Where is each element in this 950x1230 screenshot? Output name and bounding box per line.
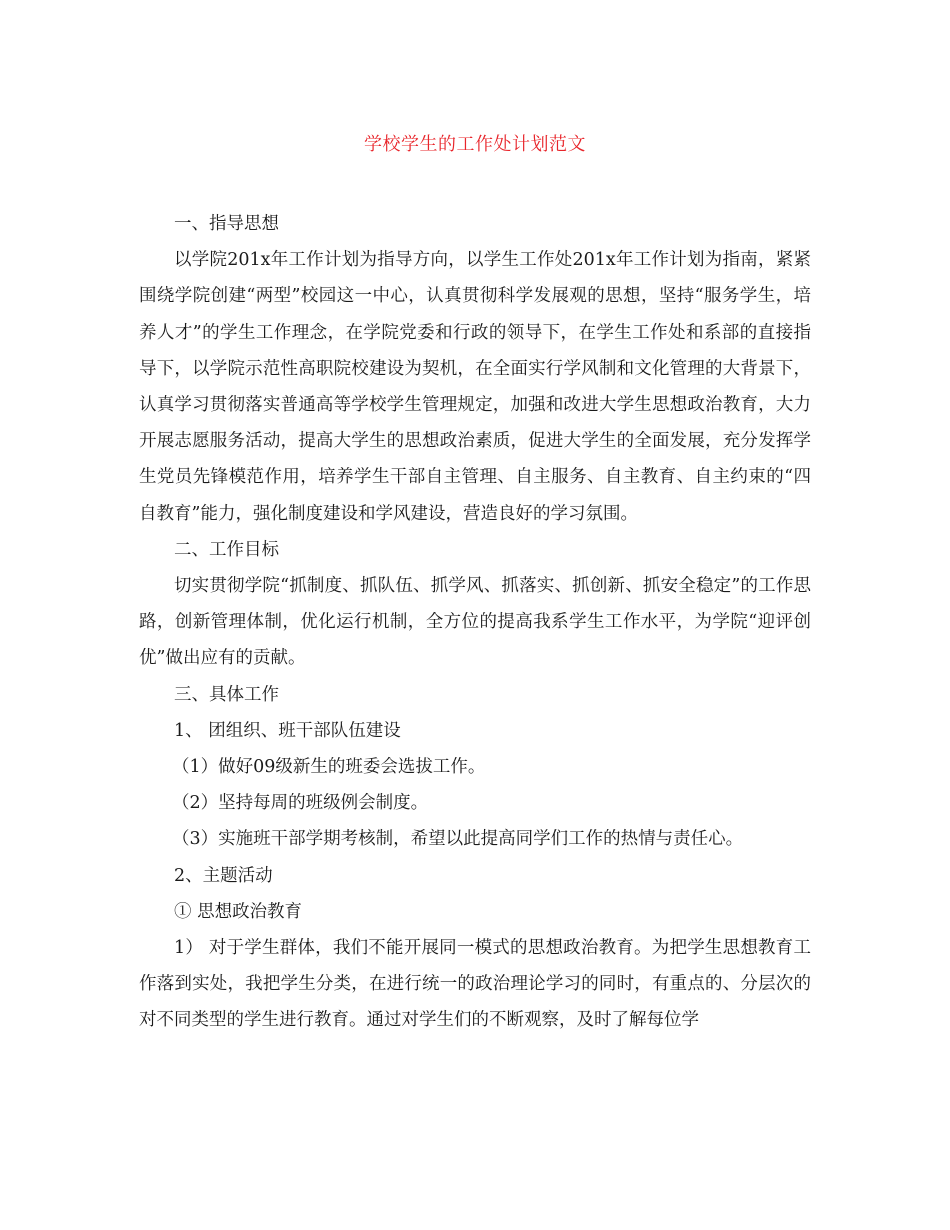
subheading-political-education: ① 思想政治教育 xyxy=(174,901,303,922)
document-title: 学校学生的工作处计划范文 xyxy=(364,134,586,155)
paragraph-political-education: 1） 对于学生群体，我们不能开展同一模式的思想政治教育。为把学生思想教育工作落到实处，我把学生分类，在进行统一的政治理论学习的同时，有重点的、分层次的对不同类型的学生进行教育。通过对学生们的不断观察，及时了解每位学 xyxy=(139,938,811,1031)
section-heading-specific-work: 三、具体工作 xyxy=(174,684,279,705)
paragraph-work-goals: 切实贯彻学院“抓制度、抓队伍、抓学风、抓落实、抓创新、抓安全稳定”的工作思路，创新管理体制，优化运行机制，全方位的提高我系学生工作水平，为学院“迎评创优”做出应有的贡献。 xyxy=(139,576,811,669)
list-item: （2）坚持每周的班级例会制度。 xyxy=(172,793,429,814)
paragraph-guiding-ideology: 以学院201x年工作计划为指导方向，以学生工作处201x年工作计划为指南，紧紧围绕学院创建“两型”校园这一中心，认真贯彻科学发展观的思想，坚持“服务学生，培养人才”的学生工作理念，在学院党委和行政的领导下，在学生工作处和系部的直接指导下，以学院示范性高职院校建设为契机，在全面实行学风制和文化管理的大背景下，认真学习贯彻落实普通高等学校学生管理规定，加强和改进大学生思想政治教育，大力开展志愿服务活动，提高大学生的思想政治素质，促进大学生的全面发展，充分发挥学生党员先锋模范作用，培养学生干部自主管理、自主服务、自主教育、自主约束的“四自教育”能力，强化制度建设和学风建设，营造良好的学习氛围。 xyxy=(139,250,811,524)
document-body xyxy=(139,206,811,1039)
section-heading-work-goals: 二、工作目标 xyxy=(174,539,279,560)
section-heading-guiding-ideology: 一、指导思想 xyxy=(174,214,279,234)
subheading-team-building: 1、 团组织、班干部队伍建设 xyxy=(174,720,401,741)
list-item: （1）做好09级新生的班委会选拔工作。 xyxy=(172,757,486,778)
list-item: （3）实施班干部学期考核制，希望以此提高同学们工作的热情与责任心。 xyxy=(172,829,744,850)
subheading-theme-activities: 2、主题活动 xyxy=(174,865,273,886)
